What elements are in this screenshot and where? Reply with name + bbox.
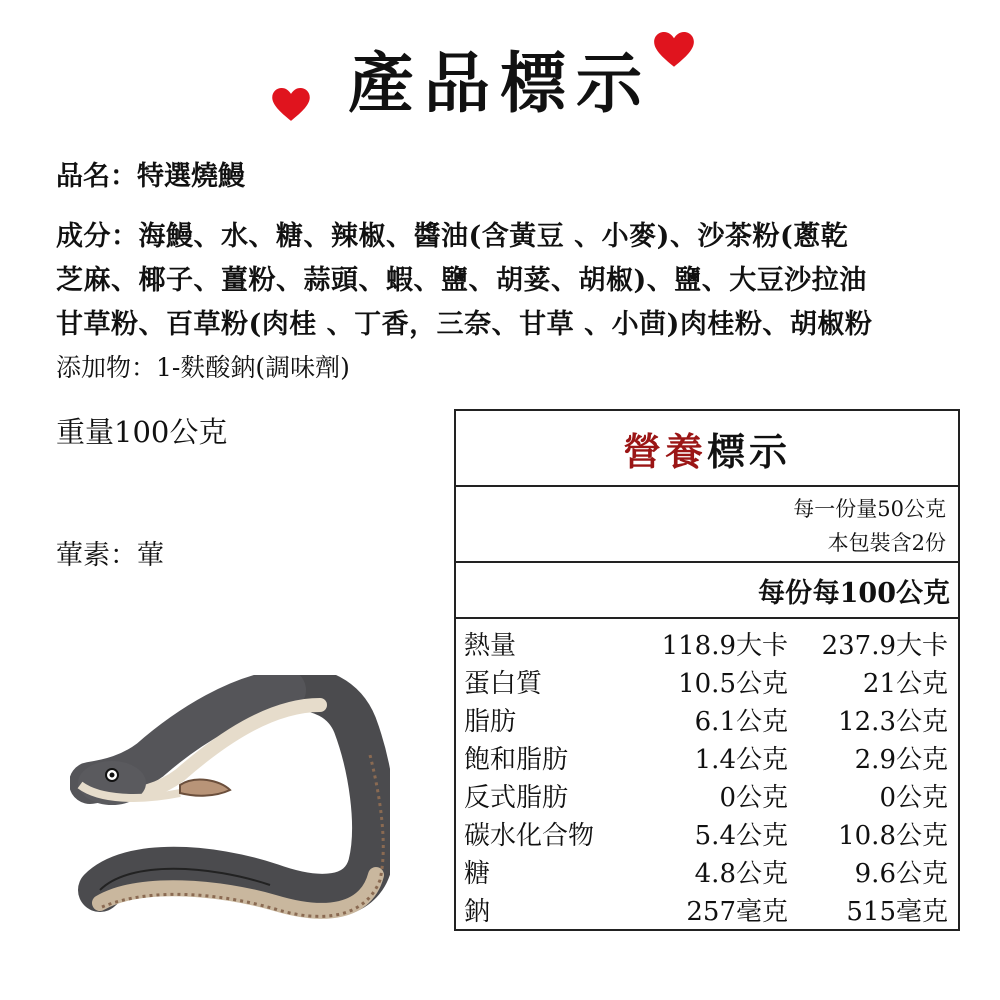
per-100g-value: 12.3公克 bbox=[838, 707, 948, 737]
table-row bbox=[464, 815, 948, 853]
table-row bbox=[464, 625, 948, 663]
additive-line: 添加物：1-麩酸鈉(調味劑) bbox=[56, 353, 350, 382]
divider bbox=[456, 617, 958, 619]
per-serving-value: 257毫克 bbox=[686, 897, 788, 927]
table-row bbox=[464, 777, 948, 815]
per-serving-value: 0公克 bbox=[719, 783, 788, 813]
per-100g-value: 9.6公克 bbox=[854, 859, 948, 889]
table-row bbox=[464, 701, 948, 739]
per-serving-value: 1.4公克 bbox=[694, 745, 788, 775]
nutrient-name: 糖 bbox=[464, 859, 491, 889]
divider bbox=[456, 561, 958, 563]
per-serving-value: 6.1公克 bbox=[694, 707, 788, 737]
weight-line: 重量100公克 bbox=[56, 415, 228, 449]
ingredients-line: 芝麻、椰子、薑粉、蒜頭、蝦、鹽、胡荽、胡椒)、鹽、大豆沙拉油 bbox=[56, 265, 867, 296]
nutrition-title-part1: 營養 bbox=[622, 428, 707, 474]
heart-icon bbox=[654, 32, 694, 68]
serving-size: 每一份量50公克 bbox=[793, 497, 946, 521]
column-header-per-serving: 每份 bbox=[758, 578, 812, 609]
diet-line: 葷素：葷 bbox=[56, 540, 164, 571]
eel-illustration bbox=[70, 675, 390, 945]
nutrient-name: 鈉 bbox=[464, 897, 491, 927]
table-row bbox=[464, 739, 948, 777]
per-100g-value: 10.8公克 bbox=[838, 821, 948, 851]
servings-per-pack: 本包裝含2份 bbox=[827, 531, 946, 555]
heart-icon bbox=[272, 88, 310, 122]
nutrient-name: 反式脂肪 bbox=[464, 783, 569, 813]
per-serving-value: 4.8公克 bbox=[694, 859, 788, 889]
nutrient-name: 碳水化合物 bbox=[464, 821, 595, 851]
product-name: 品名：特選燒鰻 bbox=[56, 161, 245, 192]
per-serving-value: 10.5公克 bbox=[678, 669, 788, 699]
table-row bbox=[464, 663, 948, 701]
title-banner bbox=[0, 30, 1000, 125]
per-100g-value: 0公克 bbox=[879, 783, 948, 813]
column-header-per-100g: 每100公克 bbox=[812, 578, 950, 609]
nutrition-title bbox=[456, 411, 958, 487]
table-row bbox=[464, 891, 948, 929]
per-serving-value: 118.9大卡 bbox=[661, 631, 788, 661]
nutrient-name: 蛋白質 bbox=[464, 669, 543, 699]
per-serving-value: 5.4公克 bbox=[694, 821, 788, 851]
nutrient-name: 脂肪 bbox=[464, 707, 517, 737]
per-100g-value: 2.9公克 bbox=[854, 745, 948, 775]
nutrition-title-part2: 標示 bbox=[707, 428, 792, 474]
nutrient-name: 熱量 bbox=[464, 631, 517, 661]
ingredients-line: 甘草粉、百草粉(肉桂 、丁香，三奈、甘草 、小茴)肉桂粉、胡椒粉 bbox=[56, 309, 873, 340]
nutrition-table bbox=[454, 409, 960, 931]
per-100g-value: 237.9大卡 bbox=[821, 631, 948, 661]
nutrient-name: 飽和脂肪 bbox=[464, 745, 569, 775]
per-100g-value: 515毫克 bbox=[846, 897, 948, 927]
ingredients-line: 成分：海鰻、水、糖、辣椒、醬油(含黃豆 、小麥)、沙茶粉(蔥乾 bbox=[56, 221, 849, 252]
table-row bbox=[464, 853, 948, 891]
page-title: 產品標示 bbox=[348, 44, 652, 122]
per-100g-value: 21公克 bbox=[862, 669, 948, 699]
